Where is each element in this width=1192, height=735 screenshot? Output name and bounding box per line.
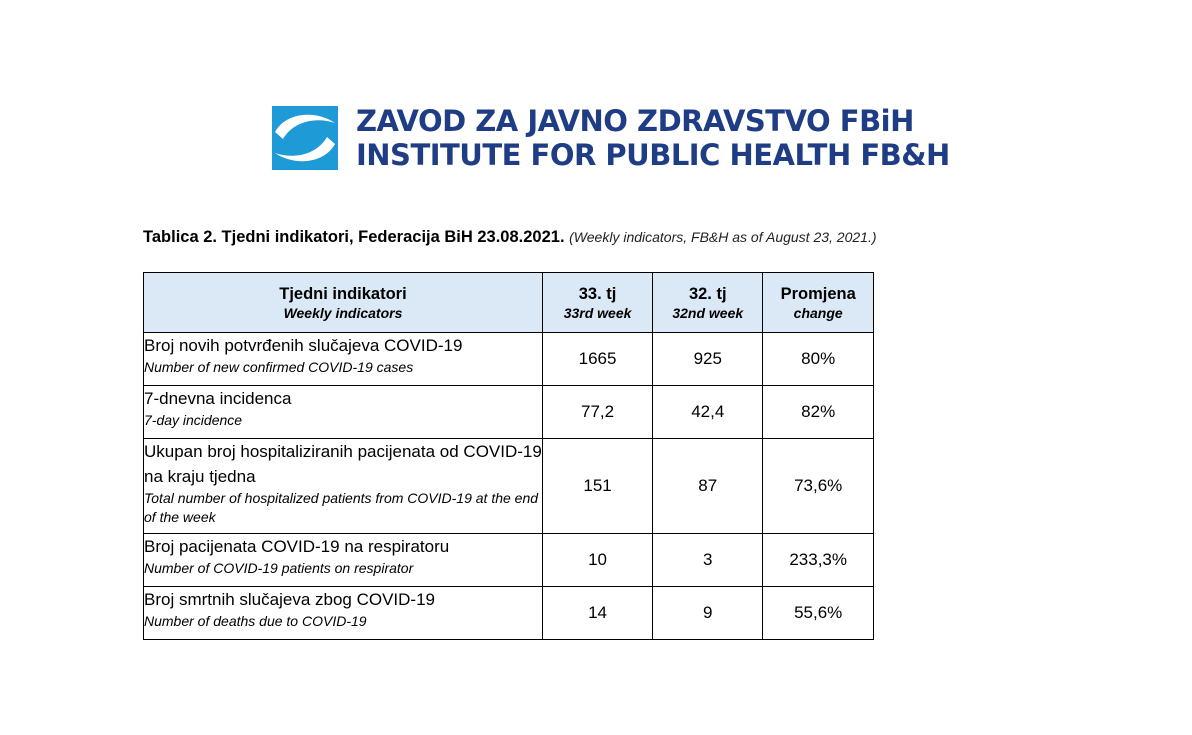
institute-logo-icon	[272, 106, 338, 170]
org-name-english: INSTITUTE FOR PUBLIC HEALTH FB&H	[356, 138, 950, 172]
week32-value: 42,4	[653, 386, 763, 439]
weekly-indicators-table	[143, 272, 874, 640]
indicator-cell	[144, 587, 543, 640]
column-header-week32	[653, 273, 763, 333]
change-value: 82%	[763, 386, 874, 439]
caption-title: Tablica 2. Tjedni indikatori, Federacija BiH 23.08.2021.	[143, 228, 565, 246]
column-header-label: Promjena	[780, 285, 856, 303]
indicator-cell	[144, 439, 543, 534]
indicator-sublabel: Number of COVID-19 patients on respirator	[144, 560, 414, 576]
table-header-row	[144, 273, 874, 333]
week33-value: 10	[542, 534, 652, 587]
table-row	[144, 587, 874, 640]
table-row	[144, 333, 874, 386]
indicator-cell	[144, 386, 543, 439]
change-value: 73,6%	[763, 439, 874, 534]
caption-subtitle: (Weekly indicators, FB&H as of August 23, 2021.)	[569, 229, 877, 245]
column-header-sublabel: change	[793, 305, 843, 321]
week33-value: 77,2	[542, 386, 652, 439]
institute-header	[272, 104, 950, 174]
table-caption	[143, 228, 877, 247]
indicator-cell	[144, 333, 543, 386]
indicator-cell	[144, 534, 543, 587]
table-row	[144, 439, 874, 534]
week32-value: 925	[653, 333, 763, 386]
change-value: 80%	[763, 333, 874, 386]
column-header-label: 32. tj	[688, 285, 727, 303]
column-header-change	[763, 273, 874, 333]
week32-value: 87	[653, 439, 763, 534]
week33-value: 151	[542, 439, 652, 534]
change-value: 233,3%	[763, 534, 874, 587]
indicator-sublabel: Number of deaths due to COVID-19	[144, 613, 367, 629]
week32-value: 9	[653, 587, 763, 640]
column-header-sublabel: 33rd week	[563, 305, 632, 321]
column-header-label: Tjedni indikatori	[279, 285, 407, 303]
org-names	[356, 104, 950, 172]
column-header-indicator	[144, 273, 543, 333]
indicator-label: Broj novih potvrđenih slučajeva COVID-19	[144, 336, 463, 355]
week33-value: 14	[542, 587, 652, 640]
table-row	[144, 534, 874, 587]
indicator-sublabel: Number of new confirmed COVID-19 cases	[144, 359, 414, 375]
column-header-sublabel: 32nd week	[672, 305, 744, 321]
week32-value: 3	[653, 534, 763, 587]
indicator-sublabel: Total number of hospitalized patients from COVID-19 at the end of the week	[144, 490, 539, 525]
indicator-label: Broj pacijenata COVID-19 na respiratoru	[144, 537, 450, 556]
indicator-label: Broj smrtnih slučajeva zbog COVID-19	[144, 590, 436, 609]
column-header-week33	[542, 273, 652, 333]
column-header-label: 33. tj	[578, 285, 617, 303]
indicator-label: Ukupan broj hospitaliziranih pacijenata od COVID-19 na kraju tjedna	[144, 442, 542, 486]
week33-value: 1665	[542, 333, 652, 386]
indicator-sublabel: 7-day incidence	[144, 412, 243, 428]
indicator-label: 7-dnevna incidenca	[144, 389, 292, 408]
change-value: 55,6%	[763, 587, 874, 640]
column-header-sublabel: Weekly indicators	[283, 305, 403, 321]
table-row	[144, 386, 874, 439]
org-name-local: ZAVOD ZA JAVNO ZDRAVSTVO FBiH	[356, 104, 914, 138]
